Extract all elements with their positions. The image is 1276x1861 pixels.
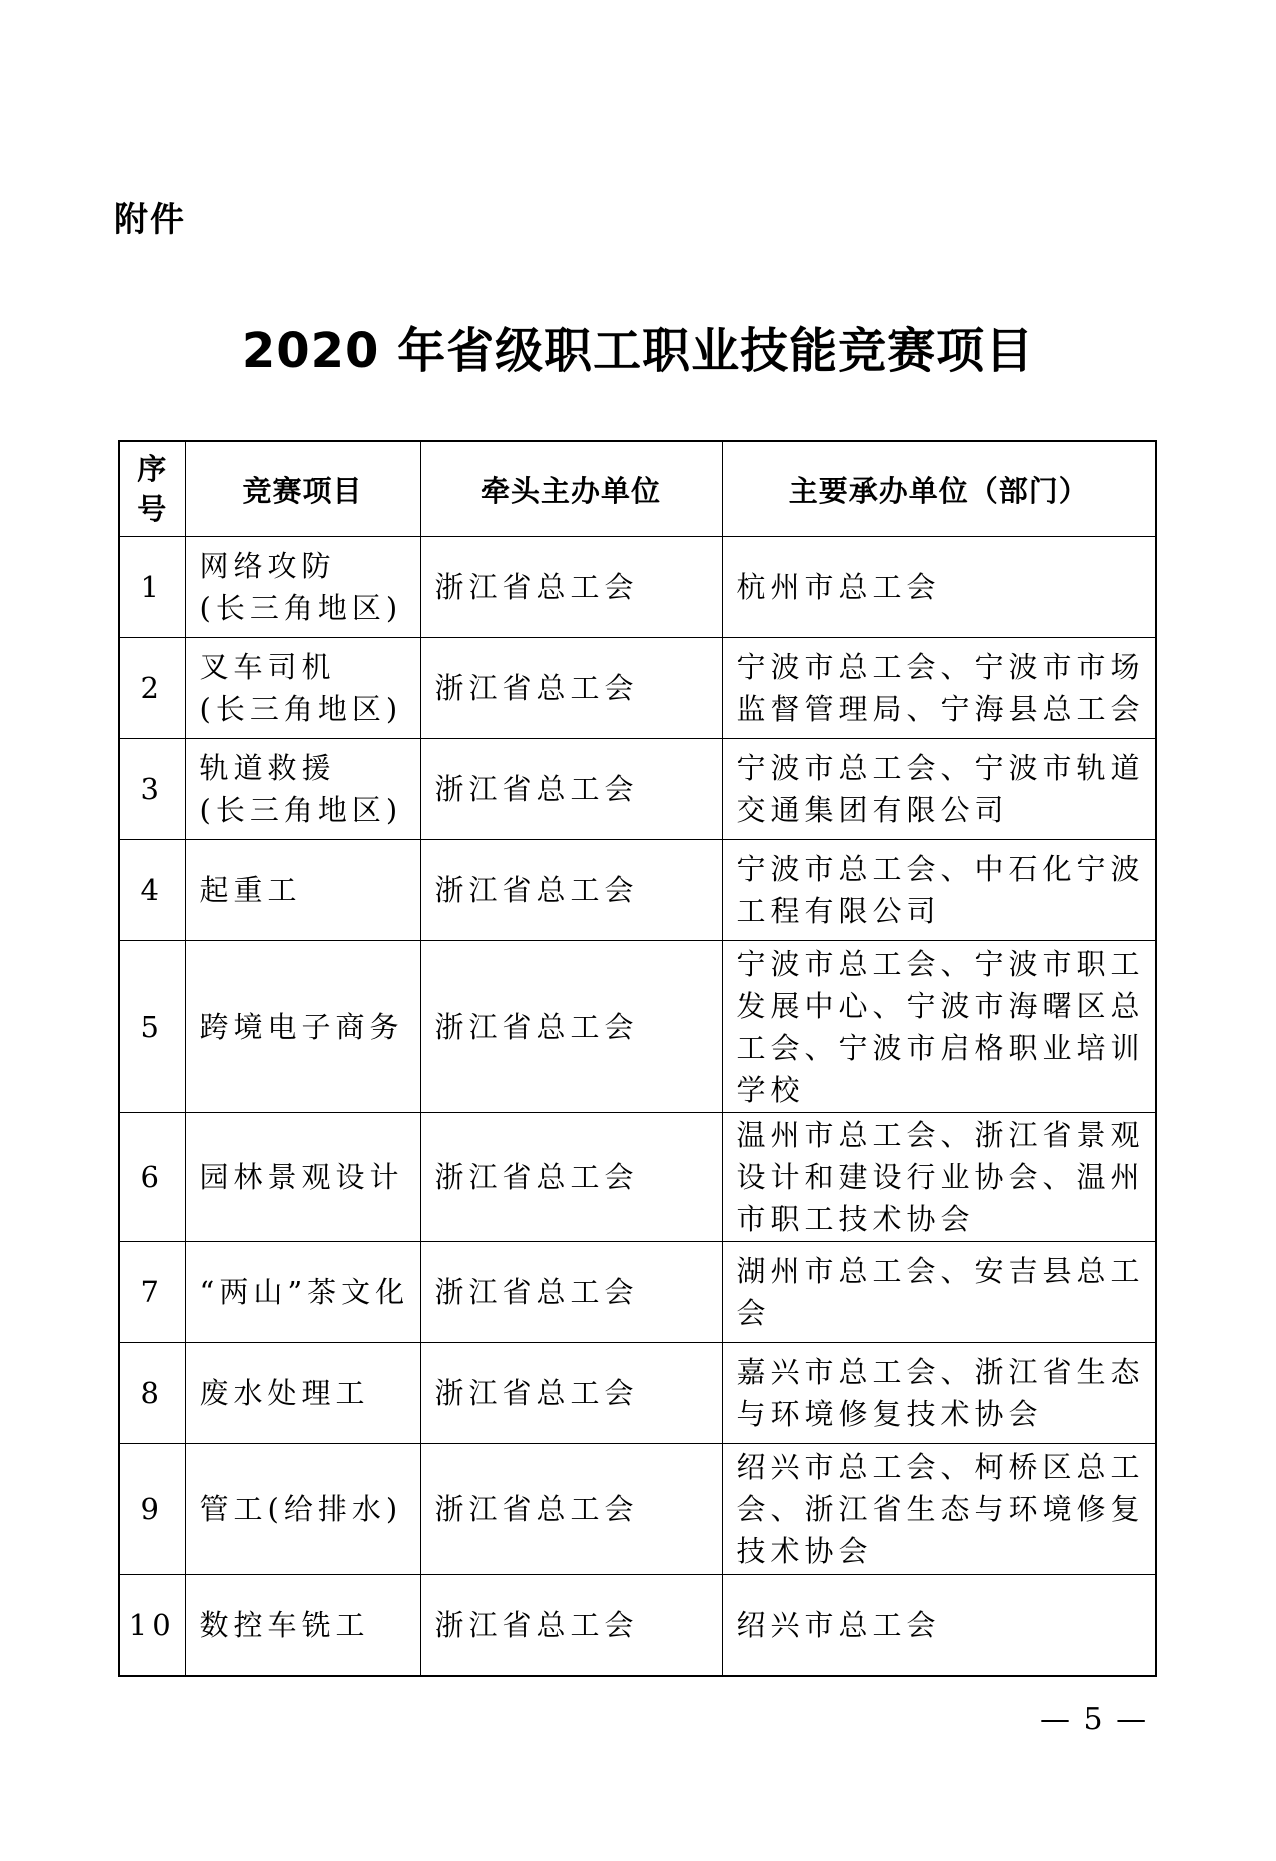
row-seq: 4	[119, 840, 185, 941]
row-seq: 7	[119, 1242, 185, 1343]
table-row	[119, 638, 1156, 739]
table-row	[119, 739, 1156, 840]
row-host: 浙江省总工会	[420, 537, 722, 638]
row-project	[185, 1242, 420, 1343]
row-project-line1: 数控车铣工	[199, 1607, 370, 1642]
row-project-line1: 叉车司机	[199, 650, 336, 684]
row-project-line1: 园林景观设计	[199, 1160, 404, 1194]
document-title: 2020 年省级职工职业技能竞赛项目	[241, 323, 1035, 379]
row-project	[185, 537, 420, 638]
row-project	[185, 840, 420, 941]
row-host: 浙江省总工会	[420, 1444, 722, 1575]
row-organizer: 宁波市总工会、中石化宁波工程有限公司	[722, 840, 1156, 941]
row-seq: 2	[119, 638, 185, 739]
table-row	[119, 1575, 1156, 1676]
row-project-line2: (长三角地区)	[199, 591, 403, 625]
row-project	[185, 1343, 420, 1444]
row-project-line1: 网络攻防	[199, 549, 336, 583]
table-row	[119, 941, 1156, 1113]
row-project-line1: 起重工	[199, 873, 302, 907]
row-host: 浙江省总工会	[420, 638, 722, 739]
row-project	[185, 739, 420, 840]
row-organizer: 湖州市总工会、安吉县总工会	[722, 1242, 1156, 1343]
row-host: 浙江省总工会	[420, 1113, 722, 1242]
row-organizer: 宁波市总工会、宁波市职工发展中心、宁波市海曙区总工会、宁波市启格职业培训学校	[722, 941, 1156, 1113]
row-project-line1: 跨境电子商务	[199, 1009, 404, 1044]
row-seq: 10	[119, 1575, 185, 1676]
row-project-line1: “两山”茶文化	[199, 1275, 410, 1309]
row-seq: 6	[119, 1113, 185, 1242]
row-organizer: 杭州市总工会	[722, 537, 1156, 638]
header-host: 牵头主办单位	[420, 441, 722, 537]
row-project-line1: 废水处理工	[199, 1376, 370, 1410]
row-organizer: 宁波市总工会、宁波市轨道交通集团有限公司	[722, 739, 1156, 840]
row-project	[185, 1113, 420, 1242]
row-organizer: 温州市总工会、浙江省景观设计和建设行业协会、温州市职工技术协会	[722, 1113, 1156, 1242]
row-host: 浙江省总工会	[420, 1343, 722, 1444]
row-project-line1: 管工(给排水)	[199, 1492, 403, 1526]
row-project	[185, 1575, 420, 1676]
row-host: 浙江省总工会	[420, 1575, 722, 1676]
row-project-line2: (长三角地区)	[199, 692, 403, 726]
table-row	[119, 840, 1156, 941]
row-seq: 8	[119, 1343, 185, 1444]
row-project	[185, 638, 420, 739]
row-project	[185, 941, 420, 1113]
row-host: 浙江省总工会	[420, 1242, 722, 1343]
row-seq: 9	[119, 1444, 185, 1575]
competition-projects-table	[118, 440, 1157, 1677]
header-seq-label: 序号	[137, 452, 168, 526]
row-project	[185, 1444, 420, 1575]
header-project: 竞赛项目	[185, 441, 420, 537]
row-organizer: 绍兴市总工会	[722, 1575, 1156, 1676]
attachment-label: 附件	[114, 200, 186, 240]
row-organizer: 绍兴市总工会、柯桥区总工会、浙江省生态与环境修复技术协会	[722, 1444, 1156, 1575]
table-row	[119, 1343, 1156, 1444]
table-row	[119, 1113, 1156, 1242]
header-seq	[119, 441, 185, 537]
row-seq: 5	[119, 941, 185, 1113]
row-seq: 1	[119, 537, 185, 638]
table-row	[119, 537, 1156, 638]
table-row	[119, 1444, 1156, 1575]
row-organizer: 嘉兴市总工会、浙江省生态与环境修复技术协会	[722, 1343, 1156, 1444]
row-host: 浙江省总工会	[420, 941, 722, 1113]
row-project-line1: 轨道救援	[199, 751, 336, 785]
row-host: 浙江省总工会	[420, 840, 722, 941]
row-organizer: 宁波市总工会、宁波市市场监督管理局、宁海县总工会	[722, 638, 1156, 739]
page-number: — 5 —	[1040, 1702, 1149, 1737]
row-host: 浙江省总工会	[420, 739, 722, 840]
row-project-line2: (长三角地区)	[199, 793, 403, 827]
row-seq: 3	[119, 739, 185, 840]
header-organizer: 主要承办单位（部门）	[722, 441, 1156, 537]
table-header-row	[119, 441, 1156, 537]
table-row	[119, 1242, 1156, 1343]
